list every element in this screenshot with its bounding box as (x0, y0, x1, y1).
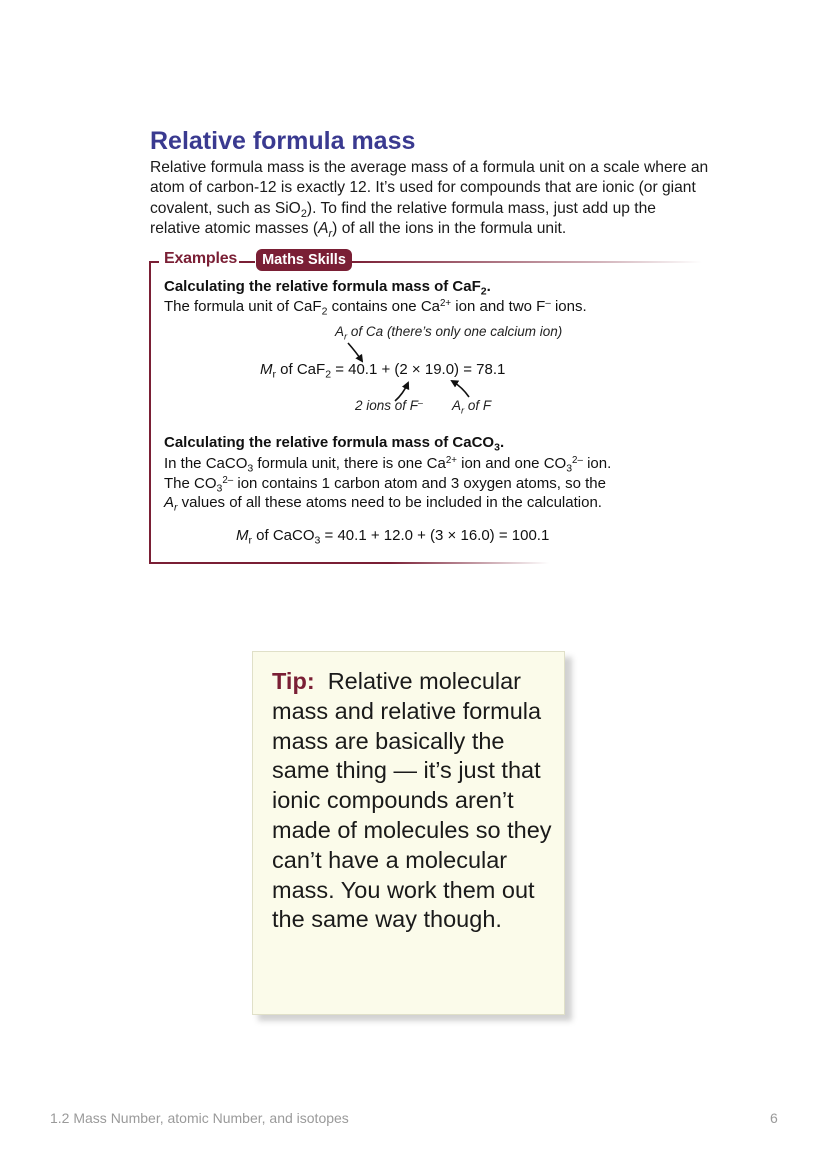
annotation-ar-ca (335, 324, 563, 343)
equation-caf2-of: of CaF (276, 361, 326, 378)
examples-frame-top-c (352, 261, 702, 263)
example2-line3 (164, 493, 602, 512)
intro-sub1: 2 (300, 207, 307, 220)
equation-caco3 (236, 527, 550, 547)
examples-frame-top-b (239, 261, 255, 263)
annotation-ar-f-a: A (452, 398, 462, 413)
example1-text-sup-f: – (545, 298, 551, 310)
tip-text (272, 667, 552, 935)
annotation-ar-ca-rest: of Ca (there’s only one calcium ion) (347, 324, 563, 339)
intro-paragraph (150, 158, 710, 239)
example2-line1-sup2: 2– (572, 455, 583, 467)
example1-heading-prefix: Calculating the relative formula mass of CaF (164, 278, 481, 295)
tip-label: Tip: (272, 668, 315, 694)
annotation-ar-f-sub: r (461, 405, 465, 417)
annotation-ar-ca-sub: r (344, 331, 348, 343)
example2-line2-a: The CO (164, 475, 217, 492)
examples-frame-bottom (149, 562, 549, 564)
example2-line1-sub: 3 (247, 462, 254, 475)
example2-heading (164, 434, 505, 454)
example2-line1-sup: 2+ (445, 455, 457, 467)
example1-text-suffix: ions. (550, 298, 587, 315)
example2-line2 (164, 474, 606, 493)
ar-sub-text: r (328, 227, 333, 240)
example2-line2-sub: 3 (216, 482, 223, 495)
footer-chapter: 1.2 Mass Number, atomic Number, and isotopes (50, 1110, 349, 1126)
example1-heading-suffix: . (486, 278, 491, 295)
equation-caco3-m: M (236, 527, 249, 544)
equation-caco3-of: of CaCO (252, 527, 315, 544)
example2-heading-prefix: Calculating the relative formula mass of CaCO (164, 434, 495, 451)
equation-caco3-rhs: = 40.1 + 12.0 + (3 × 16.0) = 100.1 (320, 527, 550, 544)
examples-frame-left (149, 262, 151, 564)
arrow-to-ca-value (348, 343, 362, 361)
examples-label: Examples (164, 250, 238, 267)
example2-line2-b: ion contains 1 carbon atom and 3 oxygen atoms, so the (233, 475, 606, 492)
intro-part3: ) of all the ions in the formula unit. (332, 219, 567, 237)
equation-caf2-m: M (260, 361, 273, 378)
example1-text-mid: contains one Ca (327, 298, 440, 315)
intro-part1: Relative formula mass is the average mass of a formula unit on a scale where an atom of carbon-12 is exactly 12. It’s used for compounds that are ionic (or giant covalent, such as SiO (150, 159, 709, 217)
example2-line1-d: ion. (582, 455, 612, 472)
page-title: Relative formula mass (150, 127, 416, 155)
maths-skills-badge: Maths Skills (256, 249, 352, 271)
example2-line3-sub-text: r (174, 501, 178, 514)
example1-text-prefix: The formula unit of CaF (164, 298, 322, 315)
ar-symbol: A (318, 219, 329, 237)
annotation-ar-f (452, 398, 492, 417)
example2-line3-b: values of all these atoms need to be included in the calculation. (177, 494, 602, 511)
examples-frame-top-a (149, 261, 159, 263)
example2-line3-a: A (164, 494, 175, 511)
example1-text-sup-ca: 2+ (440, 298, 452, 310)
example2-line1 (164, 454, 611, 473)
example2-heading-sub: 3 (494, 441, 500, 454)
example2-heading-suffix: . (499, 434, 505, 451)
equation-caf2-m-sub: r (272, 368, 276, 381)
footer-page-number: 6 (770, 1110, 778, 1126)
equation-caf2 (260, 361, 506, 381)
example1-heading-sub: 2 (480, 285, 487, 298)
example1-text-sub: 2 (321, 305, 328, 318)
example2-line2-sup: 2– (222, 475, 234, 487)
arrow-to-nineteen (452, 381, 469, 397)
example1-heading (164, 278, 491, 298)
example2-line1-b: formula unit, there is one Ca (253, 455, 446, 472)
annotation-ar-ca-a: A (335, 324, 345, 339)
tip-body: Relative molecular mass and relative formula mass are basically the same thing — it’s just that ionic compounds aren’t made of molecules so they can’t have a molecular mass. You work them out the same way though. (272, 668, 552, 933)
equation-caf2-rhs: = 40.1 + (2 × 19.0) = 78.1 (331, 361, 506, 378)
intro-part2: ). To find the relative formula mass, just add up the relative atomic masses ( (150, 199, 656, 237)
example1-text (164, 297, 587, 316)
example2-line1-c: ion and one CO (456, 455, 567, 472)
annotation-ar-f-rest: of F (464, 398, 492, 413)
example2-line1-sub2: 3 (566, 462, 573, 475)
equation-caco3-m-sub: r (248, 534, 252, 547)
example1-text-mid2: ion and two F (451, 298, 546, 315)
annotation-two-ions-f-text: 2 ions of F (355, 398, 419, 413)
annotation-two-ions-f (355, 398, 423, 413)
equation-caf2-of-sub: 2 (325, 368, 332, 381)
equation-caco3-of-sub: 3 (314, 534, 321, 547)
annotation-two-ions-f-sup: – (418, 397, 423, 408)
example2-line1-a: In the CaCO (164, 455, 248, 472)
